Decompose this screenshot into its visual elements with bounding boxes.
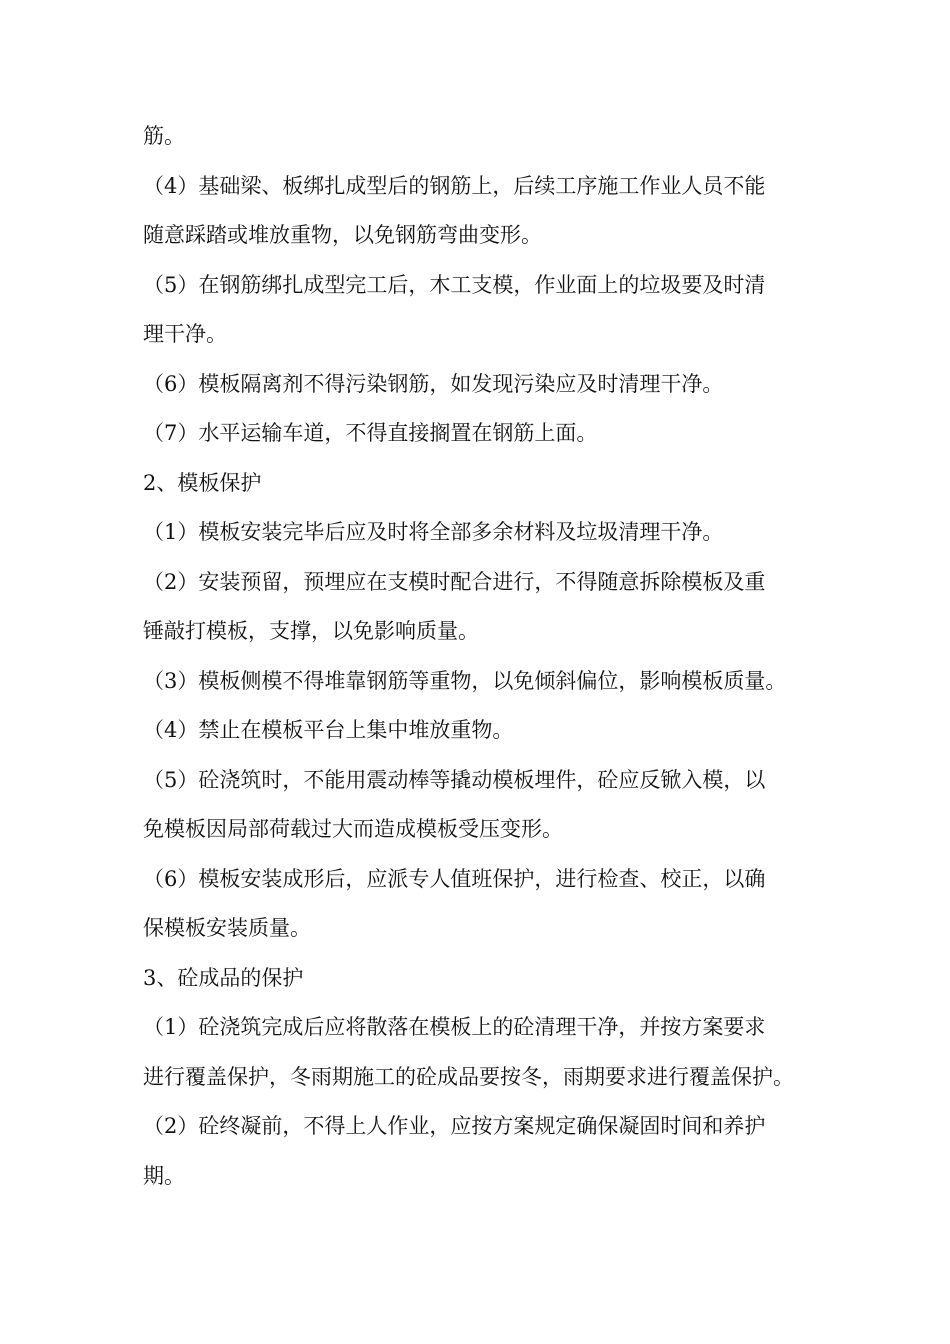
text-line: 进行覆盖保护，冬雨期施工的砼成品要按冬，雨期要求进行覆盖保护。: [143, 1064, 794, 1089]
text-line: 期。: [143, 1163, 185, 1188]
text-line: 随意踩踏或堆放重物，以免钢筋弯曲变形。: [143, 223, 542, 247]
text-line: （7）水平运输车道，不得直接搁置在钢筋上面。: [143, 421, 598, 445]
text-line: （3）模板侧模不得堆靠钢筋等重物，以免倾斜偏位，影响模板质量。: [143, 668, 787, 693]
text-line: （2）安装预留，预埋应在支模时配合进行，不得随意拆除模板及重: [143, 569, 766, 594]
section-heading: 2、模板保护: [143, 470, 262, 495]
text-line: （4）基础梁、板绑扎成型后的钢筋上，后续工序施工作业人员不能: [143, 173, 766, 198]
text-line: 筋。: [143, 124, 185, 148]
text-line: （6）模板安装成形后，应派专人值班保护，进行检查、校正，以确: [143, 866, 766, 891]
document-body: [143, 112, 815, 1201]
text-line: 锤敲打模板，支撑，以免影响质量。: [143, 619, 479, 643]
text-line: （1）砼浇筑完成后应将散落在模板上的砼清理干净，并按方案要求: [143, 1015, 766, 1039]
text-line: （5）在钢筋绑扎成型完工后，木工支模，作业面上的垃圾要及时清: [143, 272, 766, 297]
text-line: 理干净。: [143, 322, 227, 346]
text-line: （6）模板隔离剂不得污染钢筋，如发现污染应及时清理干净。: [143, 371, 724, 396]
text-line: 保模板安装质量。: [143, 916, 311, 940]
text-line: （5）砼浇筑时，不能用震动棒等撬动模板埋件，砼应反锨入模，以: [143, 767, 766, 792]
text-line: （4）禁止在模板平台上集中堆放重物。: [143, 718, 514, 742]
text-line: （2）砼终凝前，不得上人作业，应按方案规定确保凝固时间和养护: [143, 1114, 766, 1138]
text-line: （1）模板安装完毕后应及时将全部多余材料及垃圾清理干净。: [143, 520, 724, 544]
section-heading: 3、砼成品的保护: [143, 965, 304, 990]
text-line: 免模板因局部荷载过大而造成模板受压变形。: [143, 817, 563, 841]
